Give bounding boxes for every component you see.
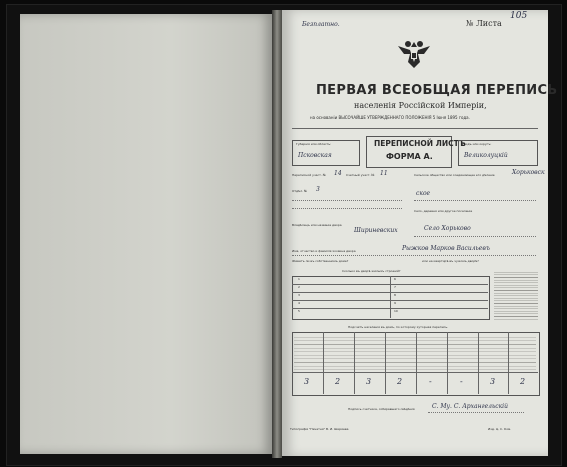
summary-value: 3 xyxy=(490,377,496,386)
rule xyxy=(292,208,402,209)
summary-value: 2 xyxy=(335,377,341,386)
uezd-value: Великолуцкій xyxy=(464,152,508,159)
room-number: 7 xyxy=(394,285,396,289)
room-number: 10 xyxy=(394,309,398,313)
summary-value: - xyxy=(429,377,432,386)
count-district-value: 11 xyxy=(380,170,388,177)
rooms-title: Сколько въ дворѣ жилыхъ строеній? xyxy=(342,269,401,273)
summary-col xyxy=(354,332,355,394)
summary-value: 2 xyxy=(397,377,403,386)
owner-label: Имя, отчество и фамилія хозяина двора xyxy=(292,249,356,253)
sheet-number-value: 105 xyxy=(510,11,528,21)
summary-value: - xyxy=(460,377,463,386)
census-form-page xyxy=(282,10,558,456)
room-number: 5 xyxy=(298,309,300,313)
census-title: ПЕРВАЯ ВСЕОБЩАЯ ПЕРЕПИСЬ xyxy=(316,83,558,98)
rooms-row-line xyxy=(292,284,488,285)
publisher-imprint: Изд. Ц. С. Ком. xyxy=(488,427,512,431)
sheet-number-label: № Листа xyxy=(466,19,502,28)
province-value: Псковская xyxy=(298,152,332,159)
estate-label: Владѣлецъ или названіе двора xyxy=(292,223,342,227)
summary-headers xyxy=(294,334,536,370)
summary-header-line xyxy=(292,372,538,373)
signature-line xyxy=(428,412,524,413)
summary-value: 3 xyxy=(304,377,310,386)
province-label: Губернія или область: xyxy=(296,142,332,146)
room-number: 3 xyxy=(298,293,300,297)
census-district-value: 14 xyxy=(334,170,342,177)
summary-title: Подсчетъ населенія въ домъ, по которому хуторная перепись. xyxy=(348,325,449,329)
free-label: Безплатно. xyxy=(302,21,340,28)
settlement-value: Село Хорьково xyxy=(424,225,471,232)
owner-value: Рыжков Марков Васильевъ xyxy=(402,245,490,252)
form-title-line1: ПЕРЕПИСНОЙ ЛИСТЪ xyxy=(374,139,466,148)
room-number: 1 xyxy=(298,277,300,281)
rule xyxy=(292,200,402,201)
header-rule xyxy=(292,128,538,129)
settlement-label: Село, деревня или другое поселеніе xyxy=(414,209,473,213)
summary-col xyxy=(447,332,448,394)
section-value: 3 xyxy=(316,186,320,193)
left-page-blank xyxy=(20,14,272,454)
rule xyxy=(292,255,536,256)
room-number: 2 xyxy=(298,285,300,289)
room-number: 9 xyxy=(394,301,396,305)
census-district-label: Переписной участ. № xyxy=(292,173,326,177)
summary-col xyxy=(508,332,509,394)
section-label: Отдѣл. № xyxy=(292,189,308,193)
uezd-label: Уѣздъ или округъ: xyxy=(462,142,492,146)
summary-col xyxy=(323,332,324,394)
book-spine xyxy=(272,10,282,458)
rule xyxy=(414,200,536,201)
room-number: 4 xyxy=(298,301,300,305)
room-number: 8 xyxy=(394,293,396,297)
count-district-label: Счетный участ. № xyxy=(346,173,375,177)
summary-col xyxy=(416,332,417,394)
census-subtitle: населенія Россійской Имперіи, xyxy=(354,101,487,110)
signature-value: С. Му. С. Архангельскій xyxy=(432,403,508,410)
instructions-text-block xyxy=(494,270,538,320)
rooms-table xyxy=(292,276,490,320)
form-title-line2: ФОРМА А. xyxy=(386,152,433,161)
rule xyxy=(414,236,536,237)
rooms-row-line xyxy=(292,300,488,301)
rooms-row-line xyxy=(292,292,488,293)
rooms-row-line xyxy=(292,308,488,309)
community-value-cont: ское xyxy=(416,190,431,197)
summary-value: 3 xyxy=(366,377,372,386)
community-value: Хорьковск xyxy=(512,169,545,176)
own-house-note: Живетъ ли въ собственномъ доме? xyxy=(292,259,349,263)
summary-value: 2 xyxy=(520,377,526,386)
imperial-eagle-icon xyxy=(394,38,434,70)
census-decree: на основаніи ВЫСОЧАЙШЕ УТВЕРЖДЕННАГО ПОЛОЖЕНІЯ 5 Іюня 1895 года. xyxy=(310,115,470,120)
printer-imprint: Типографія "Печатня" В. И. Ширяева xyxy=(290,427,349,431)
summary-col xyxy=(385,332,386,394)
room-number: 6 xyxy=(394,277,396,281)
rooms-divider xyxy=(390,276,391,318)
summary-col xyxy=(478,332,479,394)
rented-note: или на квартирѣ въ чужомъ дворѣ? xyxy=(422,259,479,263)
estate-value: Шириневских xyxy=(354,227,398,234)
signature-label: Подпись счетчика, собиравшаго свѣдѣнія xyxy=(348,407,415,411)
community-label: Сельское общество или соединяющее его дѣленіе xyxy=(414,173,495,177)
